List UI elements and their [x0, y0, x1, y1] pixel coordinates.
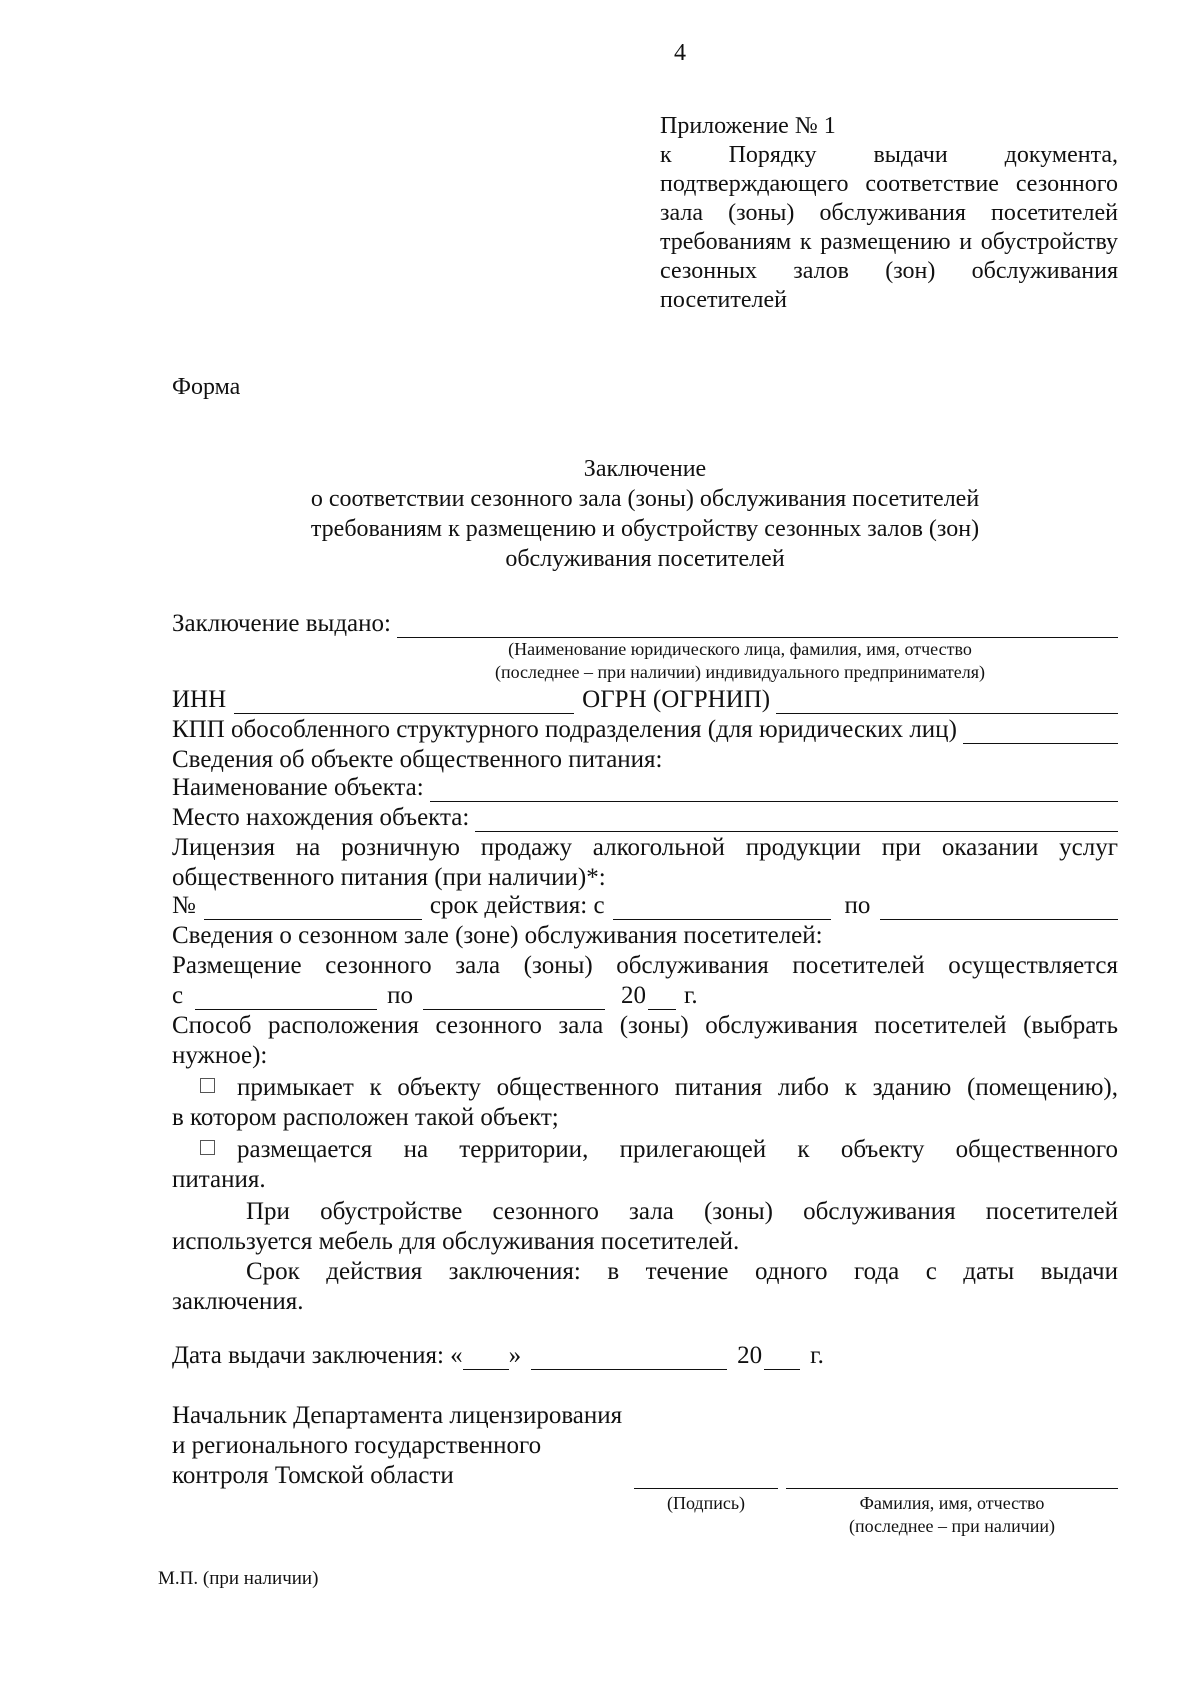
appendix-line: зала (зоны) обслуживания посетителей — [660, 200, 1118, 226]
issue-date-quote: » — [508, 1342, 522, 1369]
name-hint — [786, 1492, 1118, 1538]
placement-from-label: с — [172, 982, 184, 1009]
issued-to-row — [172, 610, 1118, 638]
signatory-line: и регионального государственного — [172, 1432, 542, 1459]
validity-to-label: по — [844, 892, 871, 919]
term-line: Срок действия заключения: в течение одного года с даты выдачи — [246, 1258, 1118, 1285]
license-number-row — [172, 892, 1118, 920]
document-title — [172, 454, 1118, 574]
hint-line: (последнее – при наличии) — [848, 1516, 1056, 1536]
issue-month-field[interactable] — [531, 1345, 727, 1370]
placement-g-label: г. — [684, 982, 698, 1009]
object-name-label: Наименование объекта: — [172, 774, 424, 801]
placement-line: Размещение сезонного зала (зоны) обслуживания посетителей осуществляется — [172, 952, 1118, 979]
checkbox-icon[interactable] — [200, 1078, 215, 1093]
object-location-field[interactable] — [475, 807, 1118, 832]
season-info-heading: Сведения о сезонном зале (зоне) обслуживания посетителей: — [172, 922, 823, 949]
option-territory[interactable] — [200, 1136, 1118, 1164]
placement-year-field[interactable] — [648, 985, 676, 1010]
furniture-line: При обустройстве сезонного зала (зоны) обслуживания посетителей — [246, 1198, 1118, 1225]
option-text: размещается на территории, прилегающей к объекту общественного — [237, 1136, 1118, 1163]
object-location-label: Место нахождения объекта: — [172, 804, 470, 831]
hint-line: (последнее – при наличии) индивидуального предпринимателя) — [494, 662, 986, 682]
issue-year-label: 20 — [737, 1342, 763, 1369]
appendix-line: сезонных залов (зон) обслуживания — [660, 258, 1118, 284]
placement-period-row — [172, 982, 1118, 1010]
signature-field[interactable] — [634, 1464, 778, 1489]
hint-line: (Наименование юридического лица, фамилия, имя, отчество — [508, 639, 972, 659]
method-line: Способ расположения сезонного зала (зоны) обслуживания посетителей (выбрать — [172, 1012, 1118, 1039]
method-line: нужное): — [172, 1042, 268, 1069]
appendix-line: к Порядку выдачи документа, — [660, 142, 1118, 168]
furniture-line: используется мебель для обслуживания посетителей. — [172, 1228, 740, 1255]
appendix-line: посетителей — [660, 287, 787, 313]
placement-to-label: по — [387, 982, 413, 1009]
issue-day-field[interactable] — [463, 1345, 509, 1370]
license-line: общественного питания (при наличии)*: — [172, 864, 606, 891]
license-number-label: № — [172, 892, 196, 919]
title-line: обслуживания посетителей — [505, 546, 785, 572]
issue-year-field[interactable] — [764, 1345, 800, 1370]
ogrn-label: ОГРН (ОГРНИП) — [582, 686, 771, 713]
issued-to-label: Заключение выдано: — [172, 610, 391, 637]
object-info-heading: Сведения об объекте общественного питания: — [172, 746, 663, 773]
appendix-block — [660, 112, 1118, 315]
appendix-line: требованиям к размещению и обустройству — [660, 229, 1118, 255]
title-line: о соответствии сезонного зала (зоны) обслуживания посетителей — [310, 486, 980, 512]
form-label: Форма — [172, 374, 241, 400]
kpp-label: КПП обособленного структурного подразделения (для юридических лиц) — [172, 716, 957, 743]
issue-date-label: Дата выдачи заключения: « — [172, 1342, 463, 1369]
option-text: питания. — [172, 1166, 266, 1193]
license-number-field[interactable] — [204, 895, 422, 920]
option-text: в котором расположен такой объект; — [172, 1104, 559, 1131]
object-name-field[interactable] — [430, 777, 1118, 802]
placement-from-field[interactable] — [195, 985, 377, 1010]
inn-label: ИНН — [172, 686, 227, 713]
issue-g-label: г. — [810, 1342, 824, 1369]
signature-hint: (Подпись) — [666, 1493, 746, 1513]
validity-to-field[interactable] — [880, 895, 1118, 920]
validity-from-field[interactable] — [613, 895, 831, 920]
object-location-row — [172, 804, 1118, 832]
kpp-row — [172, 716, 1118, 744]
kpp-field[interactable] — [963, 719, 1118, 744]
appendix-line: Приложение № 1 — [660, 113, 836, 139]
inn-ogrn-row — [172, 686, 1118, 714]
appendix-line: подтверждающего соответствие сезонного — [660, 171, 1118, 197]
signatory-line: Начальник Департамента лицензирования — [172, 1402, 623, 1429]
checkbox-icon[interactable] — [200, 1140, 215, 1155]
issue-date-row — [172, 1342, 1118, 1370]
issued-to-field[interactable] — [397, 613, 1118, 638]
title-line: требованиям к размещению и обустройству сезонных залов (зон) — [310, 516, 980, 542]
stamp-note: М.П. (при наличии) — [158, 1568, 319, 1589]
object-name-row — [172, 774, 1118, 802]
validity-from-label: срок действия: с — [429, 892, 605, 919]
signer-name-field[interactable] — [786, 1464, 1118, 1489]
inn-field[interactable] — [234, 689, 574, 714]
issued-to-hint — [440, 638, 1040, 684]
placement-to-field[interactable] — [423, 985, 605, 1010]
title-line: Заключение — [583, 456, 707, 482]
term-line: заключения. — [172, 1288, 304, 1315]
placement-year-label: 20 — [621, 982, 646, 1009]
signatory-line: контроля Томской области — [172, 1462, 454, 1489]
page-number: 4 — [674, 40, 686, 66]
license-line: Лицензия на розничную продажу алкогольной продукции при оказании услуг — [172, 834, 1118, 861]
option-text: примыкает к объекту общественного питания либо к зданию (помещению), — [237, 1074, 1118, 1101]
option-adjacent[interactable] — [200, 1074, 1118, 1102]
hint-line: Фамилия, имя, отчество — [859, 1493, 1045, 1513]
ogrn-field[interactable] — [776, 689, 1118, 714]
